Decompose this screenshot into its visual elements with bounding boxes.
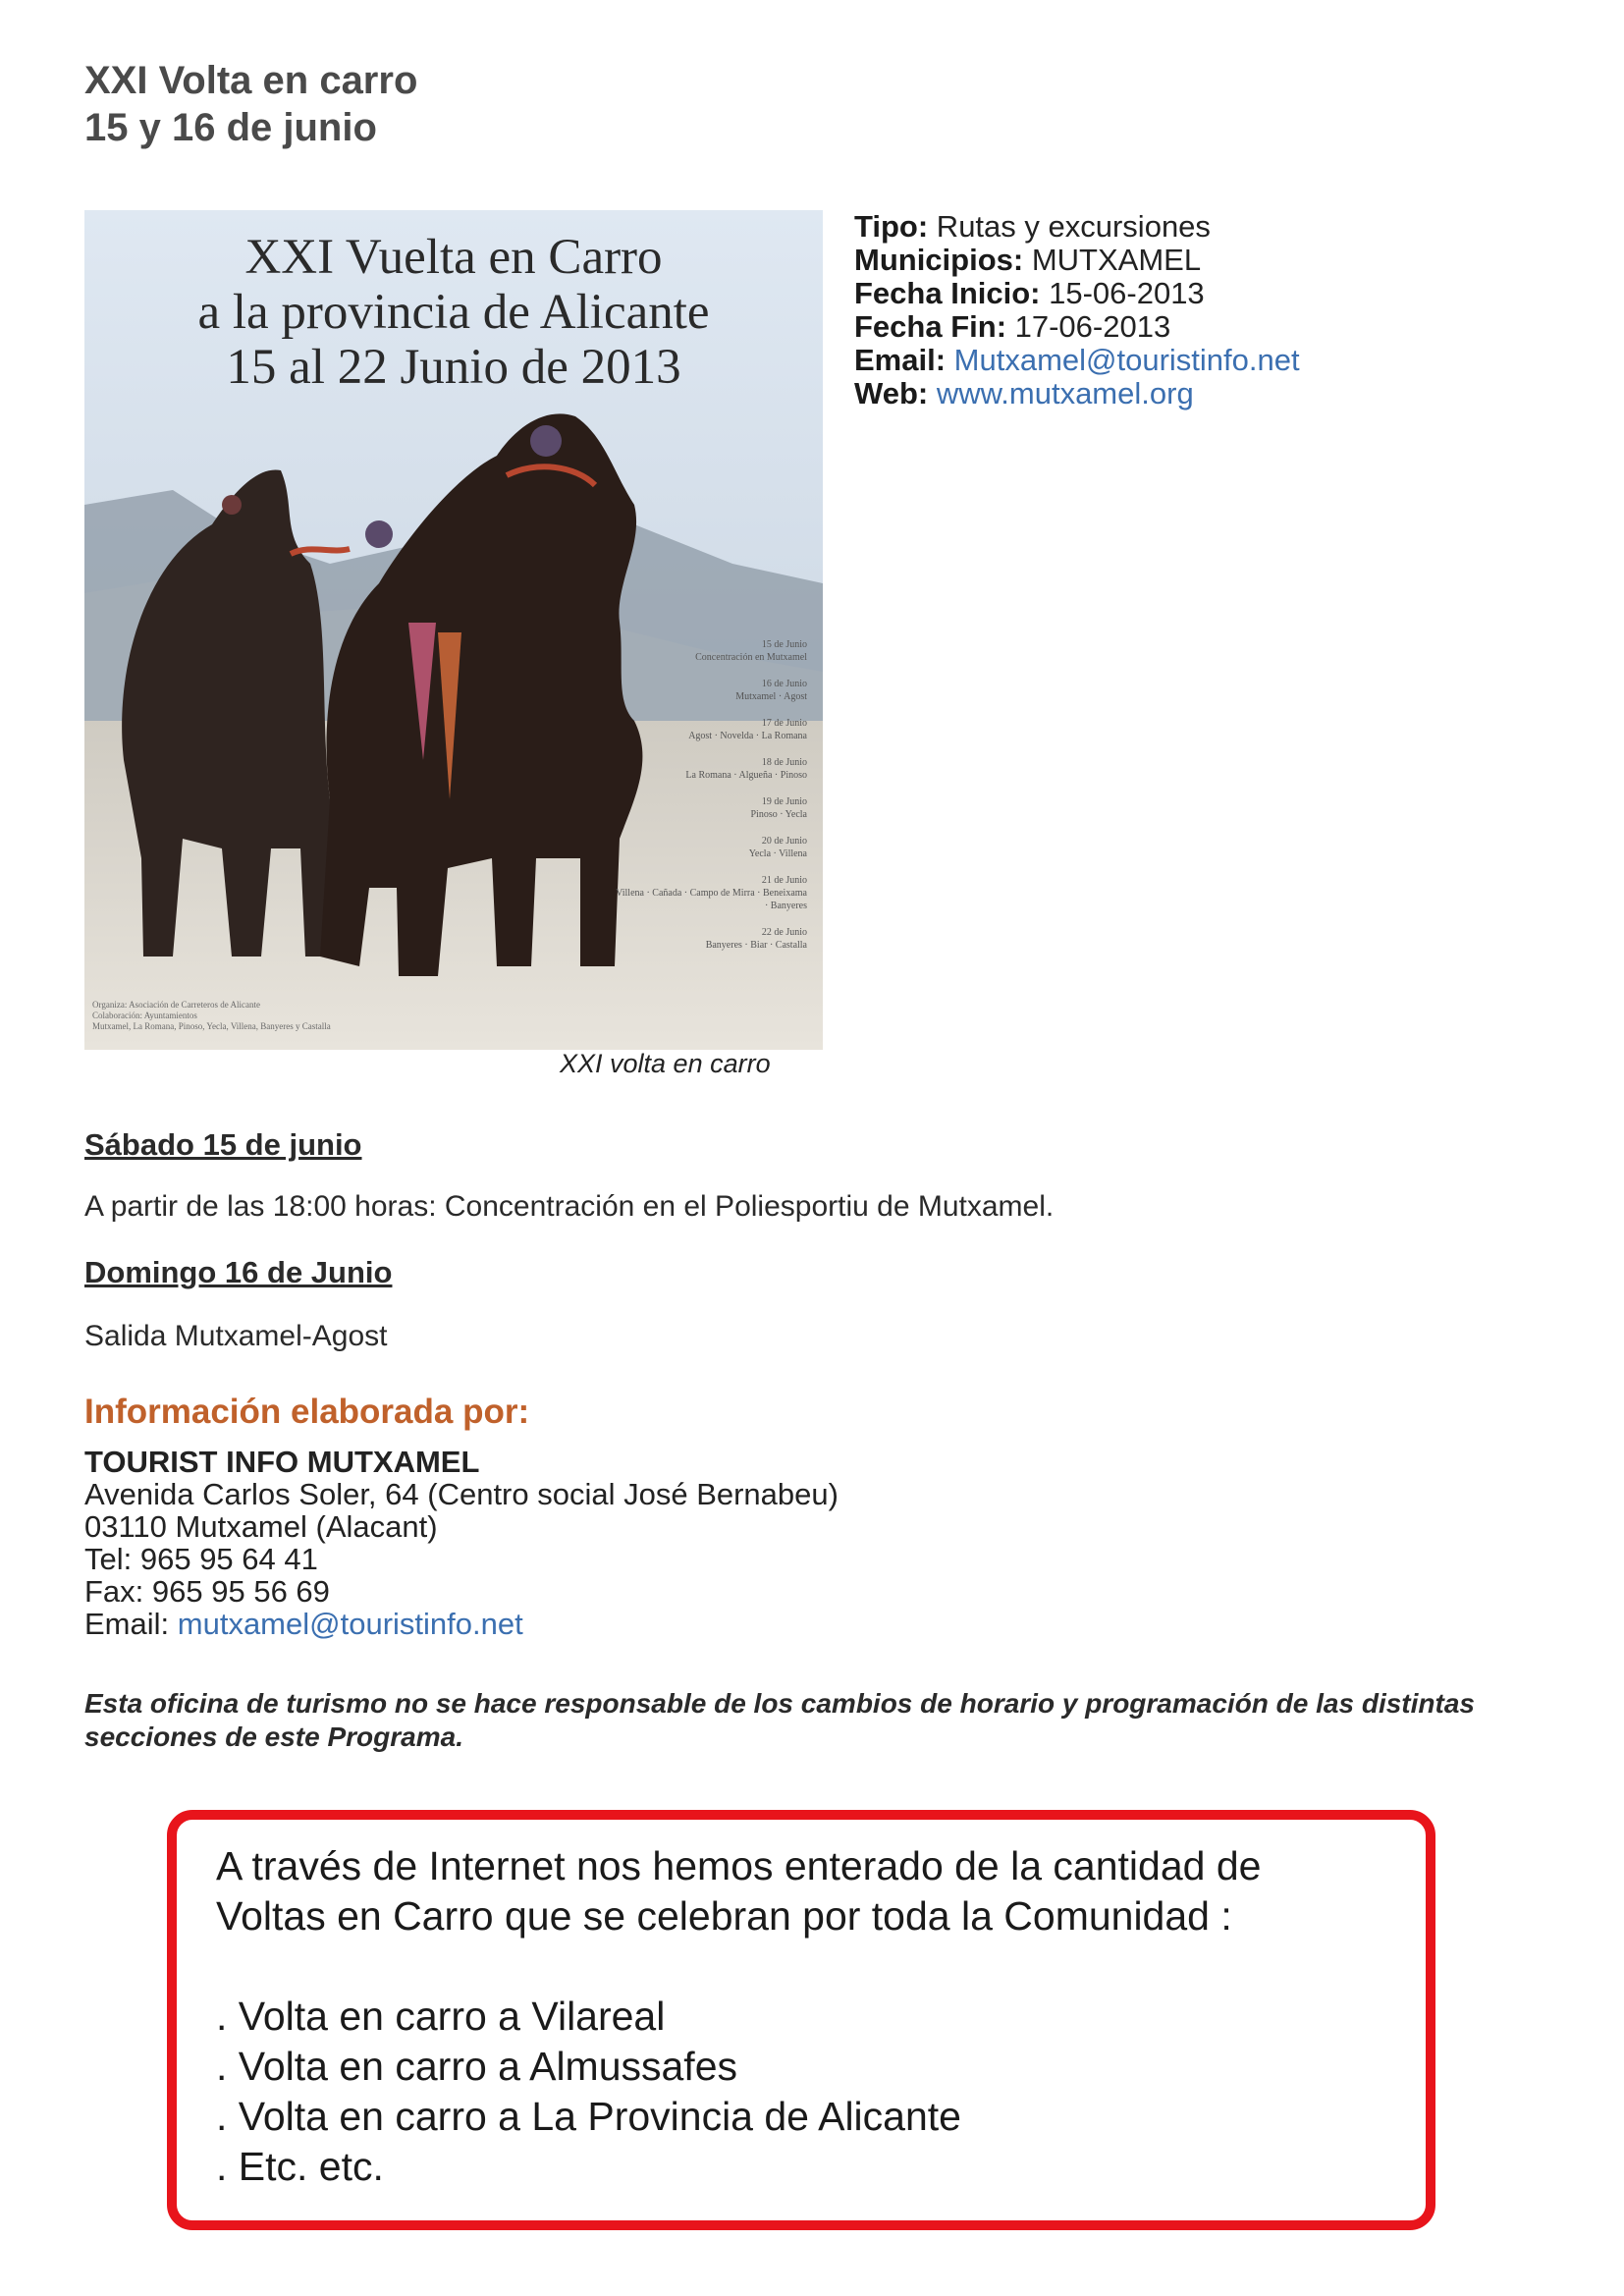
detail-value: MUTXAMEL bbox=[1023, 243, 1202, 277]
detail-tipo bbox=[854, 210, 1300, 244]
note-spacer bbox=[216, 1941, 1426, 1992]
page-title bbox=[84, 57, 417, 151]
poster-schedule-item bbox=[611, 717, 807, 742]
poster-caption: XXI volta en carro bbox=[560, 1049, 771, 1078]
contact-block bbox=[84, 1446, 839, 1640]
poster-headline bbox=[84, 230, 823, 395]
schedule-date: 15 de Junio bbox=[761, 639, 807, 650]
org-name: TOURIST INFO MUTXAMEL bbox=[84, 1445, 480, 1479]
day1-heading: Sábado 15 de junio bbox=[84, 1127, 362, 1162]
detail-web bbox=[854, 377, 1300, 410]
schedule-route: Yecla · Villena bbox=[748, 848, 807, 859]
schedule-route: Banyeres · Biar · Castalla bbox=[705, 940, 807, 951]
note-line: Voltas en Carro que se celebran por toda la Comunidad : bbox=[216, 1893, 1232, 1939]
note-list-item: . Volta en carro a La Provincia de Alicante bbox=[216, 2094, 961, 2139]
info-heading: Información elaborada por: bbox=[84, 1393, 530, 1431]
detail-fecha-fin bbox=[854, 310, 1300, 344]
page-title-line1: XXI Volta en carro bbox=[84, 59, 418, 102]
poster-schedule-item bbox=[611, 926, 807, 952]
schedule-route: Pinoso · Yecla bbox=[750, 809, 807, 820]
schedule-date: 22 de Junio bbox=[761, 927, 807, 938]
detail-municipios bbox=[854, 244, 1300, 277]
poster-footer-line: Organiza: Asociación de Carreteros de Alicante bbox=[92, 1000, 261, 1010]
schedule-date: 18 de Junio bbox=[761, 757, 807, 768]
poster-schedule bbox=[611, 638, 807, 965]
org-email-label: Email: bbox=[84, 1607, 170, 1641]
detail-value: 17-06-2013 bbox=[1006, 309, 1171, 344]
detail-label: Fecha Fin: bbox=[854, 309, 1007, 344]
note-list-item: . Volta en carro a Almussafes bbox=[216, 2044, 737, 2089]
org-fax: Fax: 965 95 56 69 bbox=[84, 1574, 330, 1609]
schedule-route: Mutxamel · Agost bbox=[735, 691, 807, 702]
schedule-date: 17 de Junio bbox=[761, 718, 807, 729]
schedule-route: Villena · Cañada · Campo de Mirra · Beneixama · Banyeres bbox=[616, 888, 807, 911]
day2-heading: Domingo 16 de Junio bbox=[84, 1255, 393, 1289]
day1-text: A partir de las 18:00 horas: Concentración en el Poliesportiu de Mutxamel. bbox=[84, 1190, 1055, 1223]
note-list-item: . Etc. etc. bbox=[216, 2144, 384, 2189]
org-email bbox=[84, 1608, 839, 1640]
detail-label: Tipo: bbox=[854, 209, 929, 244]
schedule-date: 16 de Junio bbox=[761, 679, 807, 689]
web-link[interactable]: www.mutxamel.org bbox=[936, 376, 1194, 410]
poster-footer bbox=[92, 1000, 544, 1032]
detail-label: Web: bbox=[854, 376, 929, 410]
org-email-link[interactable]: mutxamel@touristinfo.net bbox=[177, 1607, 523, 1641]
page-title-line2: 15 y 16 de junio bbox=[84, 106, 377, 149]
poster-schedule-item bbox=[611, 795, 807, 821]
disclaimer: Esta oficina de turismo no se hace responsable de los cambios de horario y programación de las distintas secciones de este Programa. bbox=[84, 1688, 1475, 1752]
schedule-route: La Romana · Algueña · Pinoso bbox=[685, 770, 807, 781]
detail-label: Fecha Inicio: bbox=[854, 276, 1041, 310]
poster-headline-line1: XXI Vuelta en Carro bbox=[244, 230, 663, 285]
poster-footer-line: Colaboración: Ayuntamientos bbox=[92, 1011, 197, 1020]
poster-footer-line: Mutxamel, La Romana, Pinoso, Yecla, Villena, Banyeres y Castalla bbox=[92, 1021, 331, 1031]
poster-schedule-item bbox=[611, 835, 807, 860]
poster-headline-line3: 15 al 22 Junio de 2013 bbox=[226, 340, 681, 395]
detail-email bbox=[854, 344, 1300, 377]
schedule-date: 19 de Junio bbox=[761, 796, 807, 807]
schedule-route: Concentración en Mutxamel bbox=[695, 652, 807, 663]
detail-value: 15-06-2013 bbox=[1040, 276, 1205, 310]
event-poster-image bbox=[84, 210, 823, 1050]
note-list-item: . Volta en carro a Vilareal bbox=[216, 1994, 666, 2039]
note-line: A través de Internet nos hemos enterado de la cantidad de bbox=[216, 1843, 1262, 1888]
poster-schedule-item bbox=[611, 874, 807, 912]
poster-schedule-item bbox=[611, 638, 807, 664]
poster-schedule-item bbox=[611, 678, 807, 703]
schedule-date: 21 de Junio bbox=[761, 875, 807, 886]
detail-label: Municipios: bbox=[854, 243, 1024, 277]
day2-text: Salida Mutxamel-Agost bbox=[84, 1320, 388, 1352]
poster-headline-line2: a la provincia de Alicante bbox=[197, 285, 710, 340]
schedule-route: Agost · Novelda · La Romana bbox=[688, 731, 807, 741]
detail-value: Rutas y excursiones bbox=[928, 209, 1211, 244]
event-details bbox=[854, 210, 1300, 410]
poster-schedule-item bbox=[611, 756, 807, 782]
org-tel: Tel: 965 95 64 41 bbox=[84, 1542, 318, 1576]
org-city: 03110 Mutxamel (Alacant) bbox=[84, 1509, 438, 1544]
schedule-date: 20 de Junio bbox=[761, 836, 807, 847]
email-link[interactable]: Mutxamel@touristinfo.net bbox=[953, 343, 1300, 377]
detail-label: Email: bbox=[854, 343, 947, 377]
org-address: Avenida Carlos Soler, 64 (Centro social José Bernabeu) bbox=[84, 1477, 839, 1511]
note-box bbox=[167, 1810, 1435, 2230]
detail-fecha-inicio bbox=[854, 277, 1300, 310]
